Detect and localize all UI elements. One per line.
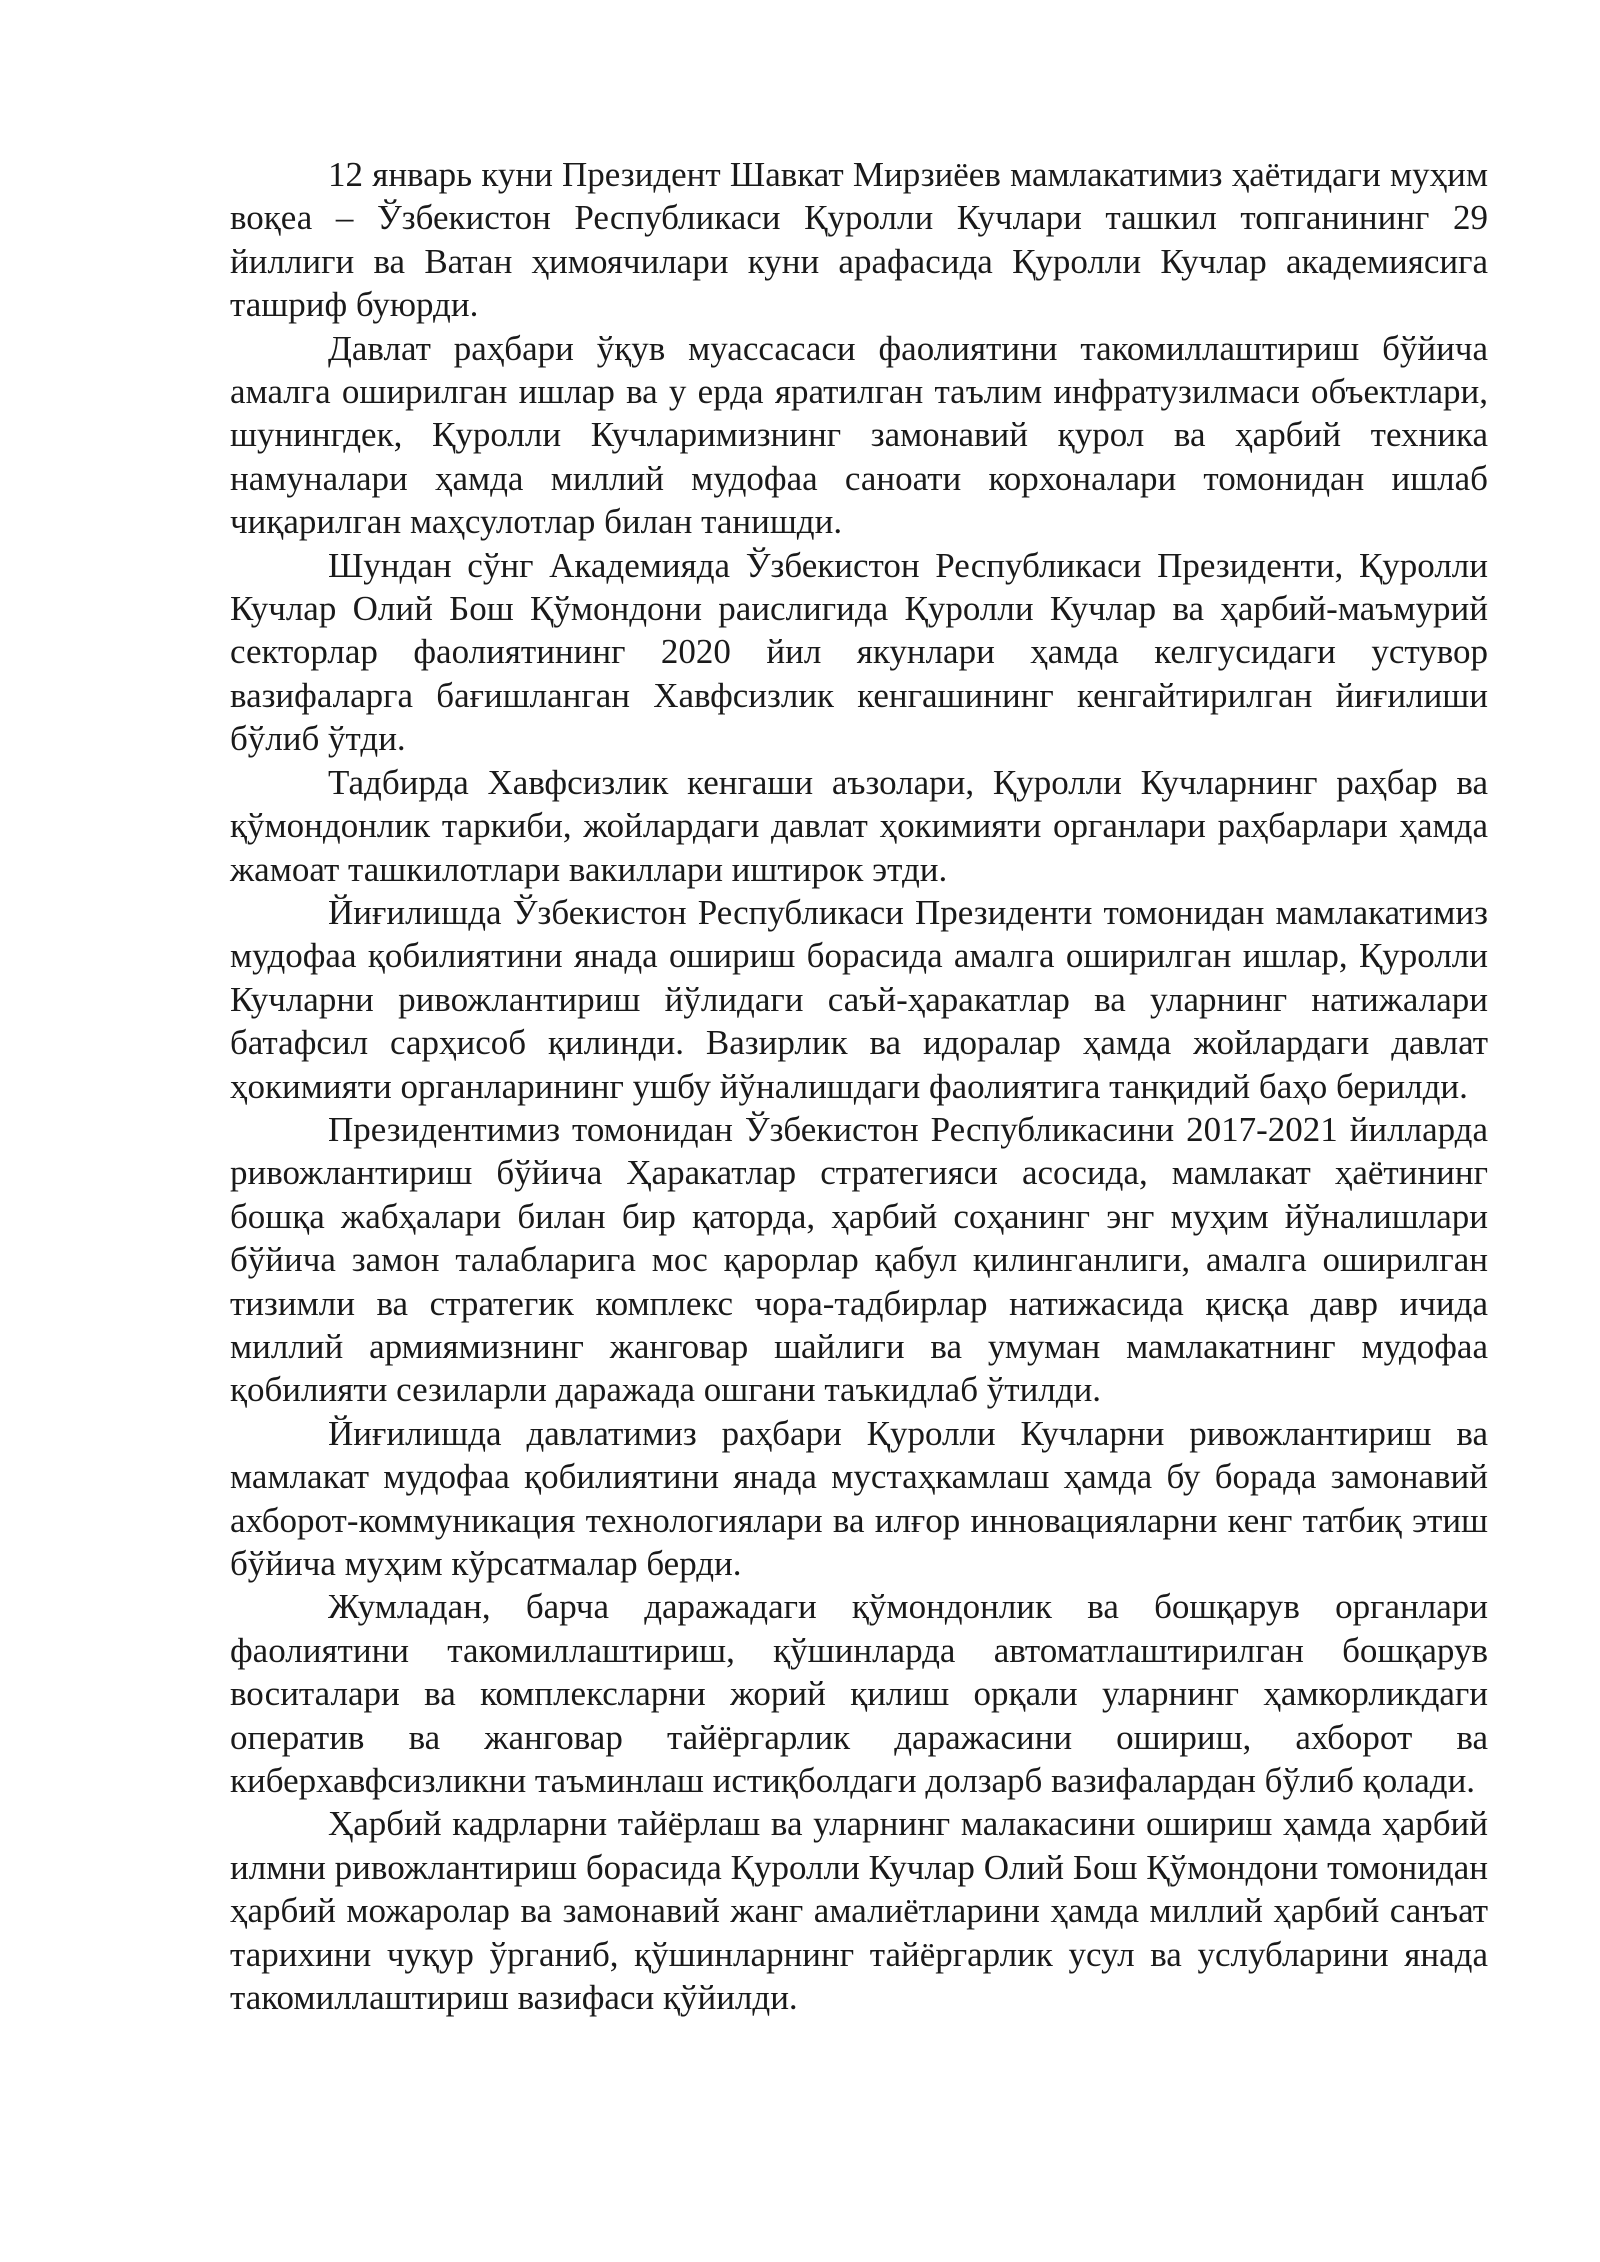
paragraph-9: Ҳарбий кадрларни тайёрлаш ва уларнинг малакасини ошириш ҳамда ҳарбий илмни ривожлантириш борасида Қуролли Кучлар Олий Бош Қўмондони томонидан ҳарбий можаролар ва замонавий жанг амалиётларини ҳамда миллий ҳарбий санъат тарихини чуқур ўрганиб, қўшинларнинг тайёргарлик усул ва услубларини янада такомиллаштириш вазифаси қўйилди. bbox=[230, 1804, 1488, 2018]
document-page bbox=[230, 153, 1488, 2019]
paragraph-3: Шундан сўнг Академияда Ўзбекистон Республикаси Президенти, Қуролли Кучлар Олий Бош Қўмондони раислигида Қуролли Кучлар ва ҳарбий-маъмурий секторлар фаолиятининг 2020 йил якунлари ҳамда келгусидаги устувор вазифаларга бағишланган Хавфсизлик кенгашининг кенгайтирилган йиғилиши бўлиб ўтди. bbox=[230, 545, 1488, 759]
paragraph-1: 12 январь куни Президент Шавкат Мирзиёев мамлакатимиз ҳаётидаги муҳим воқеа – Ўзбекистон Республикаси Қуролли Кучлари ташкил топганининг 29 йиллиги ва Ватан ҳимоячилари куни арафасида Қуролли Кучлар академиясига ташриф буюрди. bbox=[230, 155, 1488, 325]
paragraph-7: Йиғилишда давлатимиз раҳбари Қуролли Кучларни ривожлантириш ва мамлакат мудофаа қобилиятини янада мустаҳкамлаш ҳамда бу борада замонавий ахборот-коммуникация технологиялари ва илғор инновацияларни кенг татбиқ этиш бўйича муҳим кўрсатмалар берди. bbox=[230, 1413, 1488, 1583]
paragraph-6: Президентимиз томонидан Ўзбекистон Республикасини 2017-2021 йилларда ривожлантириш бўйича Ҳаракатлар стратегияси асосида, мамлакат ҳаётининг бошқа жабҳалари билан бир қаторда, ҳарбий соҳанинг энг муҳим йўналишлари бўйича замон талабларига мос қарорлар қабул қилинганлиги, амалга оширилган тизимли ва стратегик комплекс чора-тадбирлар натижасида қисқа давр ичида миллий армиямизнинг жанговар шайлиги ва умуман мамлакатнинг мудофаа қобилияти сезиларли даражада ошгани таъкидлаб ўтилди. bbox=[230, 1109, 1488, 1410]
paragraph-8: Жумладан, барча даражадаги қўмондонлик ва бошқарув органлари фаолиятини такомиллаштириш, қўшинларда автоматлаштирилган бошқарув воситалари ва комплексларни жорий қилиш орқали уларнинг ҳамкорликдаги оператив ва жанговар тайёргарлик даражасини ошириш, ахборот ва киберхавфсизликни таъминлаш истиқболдаги долзарб вазифалардан бўлиб қолади. bbox=[230, 1587, 1488, 1801]
paragraph-2: Давлат раҳбари ўқув муассасаси фаолиятини такомиллаштириш бўйича амалга оширилган ишлар ва у ерда яратилган таълим инфратузилмаси объектлари, шунингдек, Қуролли Кучларимизнинг замонавий қурол ва ҳарбий техника намуналари ҳамда миллий мудофаа саноати корхоналари томонидан ишлаб чиқарилган маҳсулотлар билан танишди. bbox=[230, 328, 1488, 542]
paragraph-5: Йиғилишда Ўзбекистон Республикаси Президенти томонидан мамлакатимиз мудофаа қобилиятини янада ошириш борасида амалга оширилган ишлар, Қуролли Кучларни ривожлантириш йўлидаги саъй-ҳаракатлар ва уларнинг натижалари батафсил сарҳисоб қилинди. Вазирлик ва идоралар ҳамда жойлардаги давлат ҳокимияти органларининг ушбу йўналишдаги фаолиятига танқидий баҳо берилди. bbox=[230, 892, 1488, 1106]
paragraph-4: Тадбирда Хавфсизлик кенгаши аъзолари, Қуролли Кучларнинг раҳбар ва қўмондонлик таркиби, жойлардаги давлат ҳокимияти органлари раҳбарлари ҳамда жамоат ташкилотлари вакиллари иштирок этди. bbox=[230, 762, 1488, 889]
